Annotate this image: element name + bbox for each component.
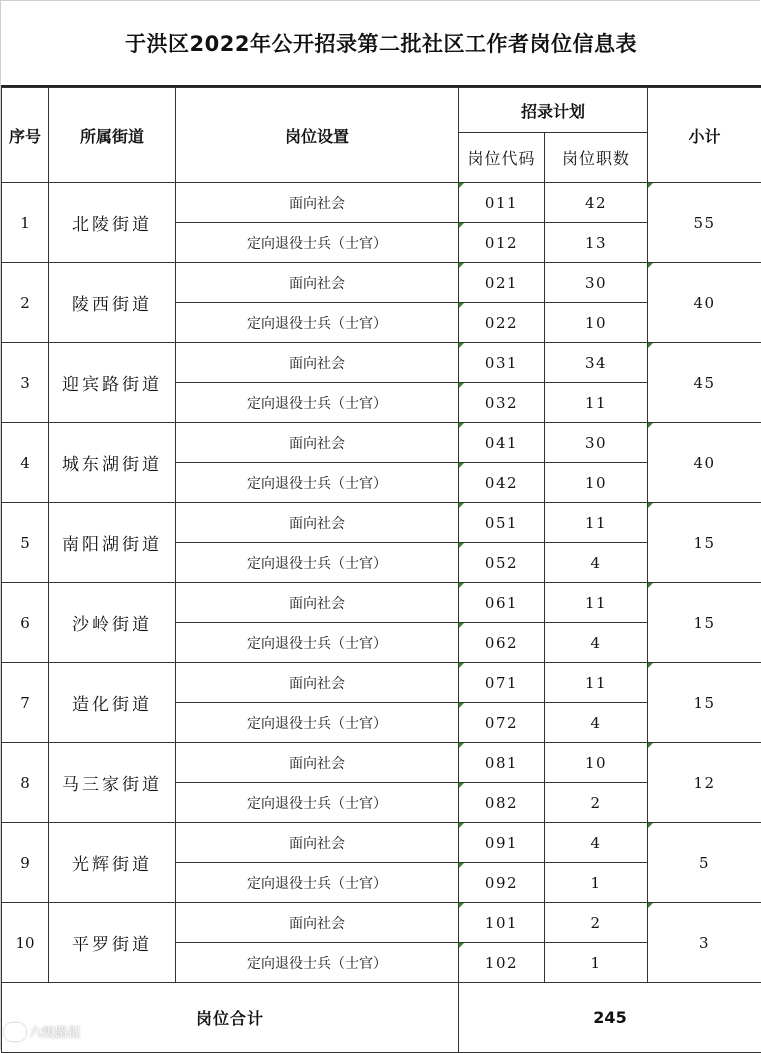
position-cell: 面向社会 <box>176 583 459 623</box>
subtotal-cell: 45 <box>648 343 761 423</box>
table-row <box>2 903 761 943</box>
total-label: 岗位合计 <box>2 983 459 1053</box>
street-cell: 陵西街道 <box>49 263 176 343</box>
subtotal-cell: 15 <box>648 503 761 583</box>
code-cell: 101 <box>459 903 545 943</box>
code-cell: 071 <box>459 663 545 703</box>
street-cell: 光辉街道 <box>49 823 176 903</box>
seq-cell: 9 <box>2 823 49 903</box>
street-cell: 北陵街道 <box>49 183 176 263</box>
total-value: 245 <box>459 983 761 1053</box>
position-cell: 定向退役士兵（士官） <box>176 463 459 503</box>
count-cell: 10 <box>545 463 648 503</box>
count-cell: 4 <box>545 703 648 743</box>
position-cell: 面向社会 <box>176 423 459 463</box>
table-row <box>2 823 761 863</box>
table-row <box>2 423 761 463</box>
seq-cell: 2 <box>2 263 49 343</box>
code-cell: 031 <box>459 343 545 383</box>
code-cell: 091 <box>459 823 545 863</box>
position-cell: 面向社会 <box>176 343 459 383</box>
position-cell: 面向社会 <box>176 503 459 543</box>
code-cell: 052 <box>459 543 545 583</box>
subtotal-cell: 15 <box>648 663 761 743</box>
code-cell: 042 <box>459 463 545 503</box>
street-cell: 城东湖街道 <box>49 423 176 503</box>
table-body <box>2 183 761 983</box>
count-cell: 11 <box>545 383 648 423</box>
position-cell: 面向社会 <box>176 743 459 783</box>
count-cell: 1 <box>545 943 648 983</box>
position-cell: 面向社会 <box>176 823 459 863</box>
count-cell: 4 <box>545 543 648 583</box>
header-code: 岗位代码 <box>459 133 545 183</box>
count-cell: 30 <box>545 263 648 303</box>
table-row <box>2 743 761 783</box>
code-cell: 102 <box>459 943 545 983</box>
position-cell: 定向退役士兵（士官） <box>176 623 459 663</box>
count-cell: 1 <box>545 863 648 903</box>
position-cell: 定向退役士兵（士官） <box>176 383 459 423</box>
code-cell: 072 <box>459 703 545 743</box>
table-row <box>2 343 761 383</box>
count-cell: 11 <box>545 583 648 623</box>
position-cell: 定向退役士兵（士官） <box>176 703 459 743</box>
table-row <box>2 503 761 543</box>
table-row <box>2 263 761 303</box>
street-cell: 沙岭街道 <box>49 583 176 663</box>
code-cell: 062 <box>459 623 545 663</box>
count-cell: 10 <box>545 303 648 343</box>
code-cell: 061 <box>459 583 545 623</box>
header-position: 岗位设置 <box>176 88 459 183</box>
subtotal-cell: 40 <box>648 263 761 343</box>
position-cell: 定向退役士兵（士官） <box>176 303 459 343</box>
code-cell: 081 <box>459 743 545 783</box>
position-cell: 面向社会 <box>176 903 459 943</box>
header-street: 所属街道 <box>49 88 176 183</box>
seq-cell: 7 <box>2 663 49 743</box>
street-cell: 南阳湖街道 <box>49 503 176 583</box>
code-cell: 022 <box>459 303 545 343</box>
subtotal-cell: 55 <box>648 183 761 263</box>
seq-cell: 10 <box>2 903 49 983</box>
code-cell: 011 <box>459 183 545 223</box>
header-count: 岗位职数 <box>545 133 648 183</box>
position-cell: 定向退役士兵（士官） <box>176 863 459 903</box>
street-cell: 造化街道 <box>49 663 176 743</box>
position-cell: 定向退役士兵（士官） <box>176 943 459 983</box>
street-cell: 迎宾路街道 <box>49 343 176 423</box>
count-cell: 2 <box>545 903 648 943</box>
table-row <box>2 583 761 623</box>
position-cell: 定向退役士兵（士官） <box>176 543 459 583</box>
positions-table <box>1 87 761 1053</box>
camera-logo-icon <box>4 1023 26 1041</box>
count-cell: 4 <box>545 623 648 663</box>
seq-cell: 3 <box>2 343 49 423</box>
position-cell: 面向社会 <box>176 263 459 303</box>
position-cell: 定向退役士兵（士官） <box>176 223 459 263</box>
seq-cell: 6 <box>2 583 49 663</box>
position-cell: 面向社会 <box>176 183 459 223</box>
count-cell: 30 <box>545 423 648 463</box>
count-cell: 11 <box>545 663 648 703</box>
count-cell: 34 <box>545 343 648 383</box>
code-cell: 082 <box>459 783 545 823</box>
count-cell: 42 <box>545 183 648 223</box>
header-seq: 序号 <box>2 88 49 183</box>
subtotal-cell: 5 <box>648 823 761 903</box>
count-cell: 2 <box>545 783 648 823</box>
position-cell: 定向退役士兵（士官） <box>176 783 459 823</box>
code-cell: 041 <box>459 423 545 463</box>
page-title: 于洪区2022年公开招录第二批社区工作者岗位信息表 <box>1 1 761 87</box>
street-cell: 平罗街道 <box>49 903 176 983</box>
code-cell: 032 <box>459 383 545 423</box>
subtotal-cell: 40 <box>648 423 761 503</box>
header-plan: 招录计划 <box>459 88 648 133</box>
count-cell: 13 <box>545 223 648 263</box>
seq-cell: 8 <box>2 743 49 823</box>
header-subtotal: 小计 <box>648 88 761 183</box>
code-cell: 012 <box>459 223 545 263</box>
position-cell: 面向社会 <box>176 663 459 703</box>
seq-cell: 5 <box>2 503 49 583</box>
street-cell: 马三家街道 <box>49 743 176 823</box>
seq-cell: 1 <box>2 183 49 263</box>
watermark-text: 六级路报 <box>29 1022 81 1041</box>
subtotal-cell: 12 <box>648 743 761 823</box>
subtotal-cell: 15 <box>648 583 761 663</box>
code-cell: 092 <box>459 863 545 903</box>
count-cell: 4 <box>545 823 648 863</box>
count-cell: 11 <box>545 503 648 543</box>
count-cell: 10 <box>545 743 648 783</box>
code-cell: 051 <box>459 503 545 543</box>
table-row <box>2 183 761 223</box>
watermark <box>4 1022 81 1041</box>
seq-cell: 4 <box>2 423 49 503</box>
subtotal-cell: 3 <box>648 903 761 983</box>
total-row <box>2 983 761 1053</box>
code-cell: 021 <box>459 263 545 303</box>
table-row <box>2 663 761 703</box>
